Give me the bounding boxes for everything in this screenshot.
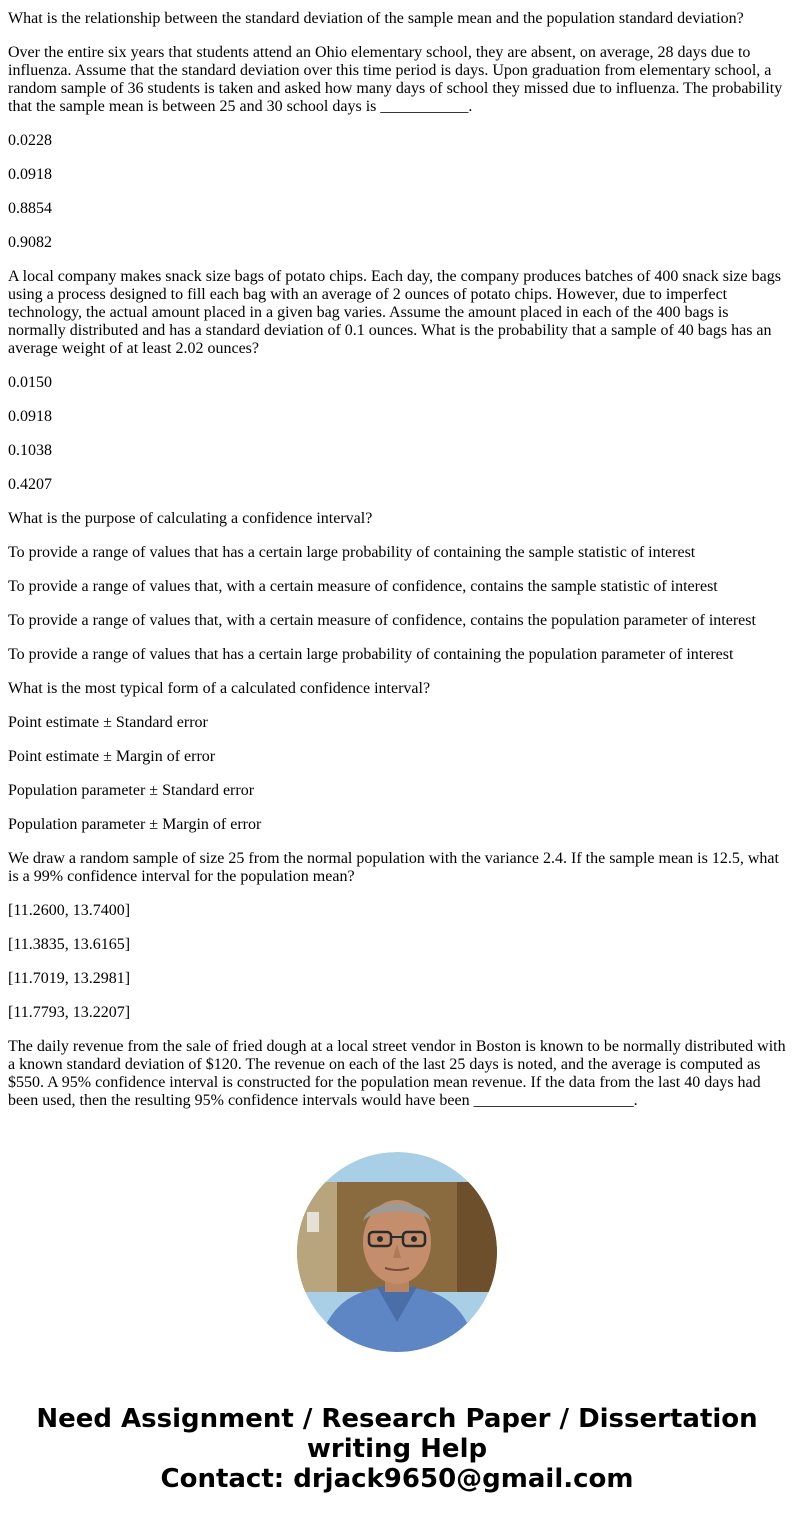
author-portrait (297, 1152, 497, 1352)
question-6-option-3: [11.7019, 13.2981] (8, 970, 131, 987)
promo-contact: Contact: drjack9650@gmail.com (160, 1464, 634, 1494)
question-7-stem: The daily revenue from the sale of fried dough at a local street vendor in Boston is known to be normally distributed with a known standard deviation of $120. The revenue on each of the last 25 days is noted, and the average is computed as $550. A 95% confidence interval is constructed for the population mean revenue. If the data from the last 40 days had been used, then the resulting 95% confidence intervals would have been ____________________. (8, 1038, 786, 1109)
question-4-stem: What is the purpose of calculating a confidence interval? (8, 510, 373, 527)
question-3-option-1: 0.0150 (8, 374, 52, 391)
question-6-option-4: [11.7793, 13.2207] (8, 1004, 131, 1021)
question-2-stem: Over the entire six years that students attend an Ohio elementary school, they are absent, on average, 28 days due to influenza. Assume that the standard deviation over this time period is days. Upon graduation from elementary school, a random sample of 36 students is taken and asked how many days of school they missed due to influenza. The probability that the sample mean is between 25 and 30 school days is ___________. (8, 44, 783, 115)
question-3-option-2: 0.0918 (8, 408, 52, 425)
promo-banner (0, 1404, 794, 1494)
question-3-stem: A local company makes snack size bags of potato chips. Each day, the company produces batches of 400 snack size bags using a process designed to fill each bag with an average of 2 ounces of potato chips. However, due to imperfect technology, the actual amount placed in a given bag varies. Assume the amount placed in each of the 400 bags is normally distributed and has a standard deviation of 0.1 ounces. What is the probability that a sample of 40 bags has an average weight of at least 2.02 ounces? (8, 268, 781, 357)
question-6-option-2: [11.3835, 13.6165] (8, 936, 131, 953)
question-4-option-1: To provide a range of values that has a certain large probability of containing the sample statistic of interest (8, 544, 696, 561)
question-5-option-4: Population parameter ± Margin of error (8, 816, 262, 833)
question-2-option-1: 0.0228 (8, 132, 52, 149)
question-3-option-3: 0.1038 (8, 442, 52, 459)
question-4-option-4: To provide a range of values that has a certain large probability of containing the population parameter of interest (8, 646, 734, 663)
promo-line-1: Need Assignment / Research Paper / Dissertation (36, 1404, 758, 1434)
question-3-option-4: 0.4207 (8, 476, 52, 493)
promo-line-2: writing Help (306, 1434, 488, 1464)
question-2-option-4: 0.9082 (8, 234, 52, 251)
avatar (297, 1152, 497, 1352)
question-6-stem: We draw a random sample of size 25 from the normal population with the variance 2.4. If the sample mean is 12.5, what is a 99% confidence interval for the population mean? (8, 850, 779, 885)
question-2-option-3: 0.8854 (8, 200, 52, 217)
question-6-option-1: [11.2600, 13.7400] (8, 902, 131, 919)
question-2-option-2: 0.0918 (8, 166, 52, 183)
question-5-option-1: Point estimate ± Standard error (8, 714, 208, 731)
question-5-option-3: Population parameter ± Standard error (8, 782, 255, 799)
question-4-option-3: To provide a range of values that, with a certain measure of confidence, contains the population parameter of interest (8, 612, 756, 629)
question-4-option-2: To provide a range of values that, with a certain measure of confidence, contains the sample statistic of interest (8, 578, 718, 595)
question-5-stem: What is the most typical form of a calculated confidence interval? (8, 680, 431, 697)
question-1-stem: What is the relationship between the standard deviation of the sample mean and the population standard deviation? (8, 10, 744, 27)
question-5-option-2: Point estimate ± Margin of error (8, 748, 216, 765)
